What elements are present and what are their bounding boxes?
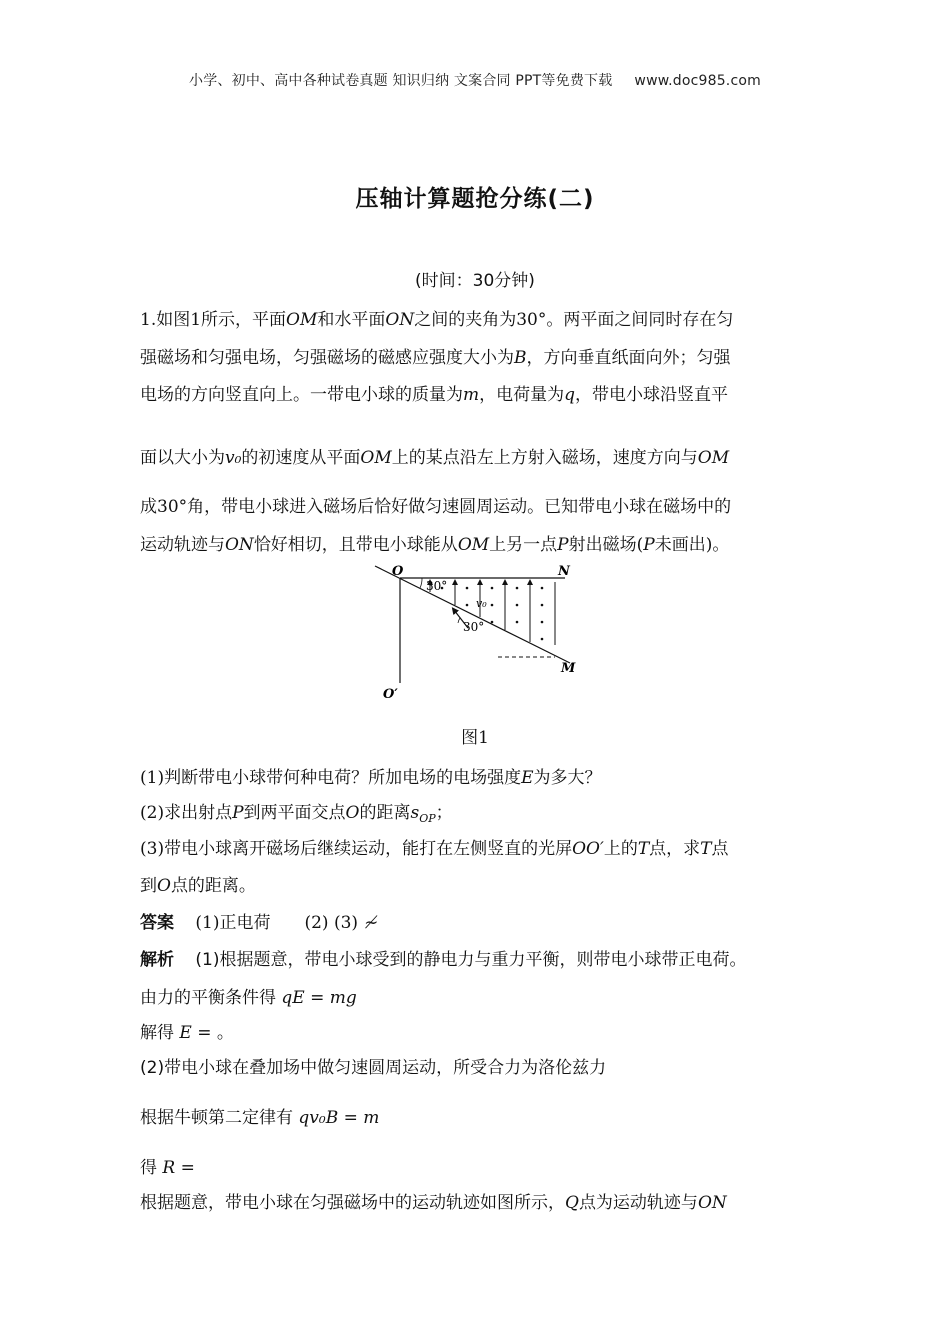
analysis-line-1: 解析 (1)根据题意，带电小球受到的静电力与重力平衡，则带电小球带正电荷。 [140, 950, 747, 970]
analysis-label: 解析 [140, 950, 174, 970]
label-O-prime: O′ [383, 687, 398, 702]
plane-OM-line [375, 566, 570, 663]
analysis-line-2: 由力的平衡条件得 qE = mg [140, 988, 357, 1008]
problem-line-4: 面以大小为v₀的初速度从平面OM上的某点沿左上方射入磁场，速度方向与OM [140, 448, 730, 468]
question-2: (2)求出射点P到两平面交点O的距离$s_{OP}$； [140, 803, 453, 826]
label-N: N [558, 564, 570, 579]
figure-1-diagram [360, 560, 590, 710]
label-O: O [392, 564, 404, 579]
figure-caption: 图1 [461, 728, 489, 748]
analysis-line-4: (2)带电小球在叠加场中做匀速圆周运动，所受合力为洛伦兹力 [140, 1058, 607, 1078]
label-velocity: v₀ [476, 597, 487, 610]
problem-line-2: 强磁场和匀强电场，匀强磁场的磁感应强度大小为B，方向垂直纸面向外；匀强 [140, 348, 731, 368]
label-angle-top: 30° [426, 579, 448, 593]
problem-line-5: 成30°角，带电小球进入磁场后恰好做匀速圆周运动。已知带电小球在磁场中的 [140, 497, 732, 517]
problem-line-6: 运动轨迹与ON恰好相切，且带电小球能从OM上另一点P射出磁场(P未画出)。 [140, 535, 730, 555]
label-angle-bottom: 30° [463, 620, 485, 634]
answer-line: 答案 (1)正电荷 (2) (3) ≁ [140, 913, 379, 933]
question-3-line-2: 到O点的距离。 [140, 876, 256, 896]
answer-label: 答案 [140, 913, 174, 933]
analysis-line-7: 根据题意，带电小球在匀强磁场中的运动轨迹如图所示，Q点为运动轨迹与ON [140, 1193, 727, 1213]
time-limit: (时间：30分钟) [415, 271, 535, 291]
page-header [0, 70, 950, 90]
problem-line-3: 电场的方向竖直向上。一带电小球的质量为m，电荷量为q，带电小球沿竖直平 [140, 385, 729, 405]
header-site-link[interactable]: www.doc985.com [634, 73, 761, 89]
header-text: 小学、初中、高中各种试卷真题 知识归纳 文案合同 PPT等免费下载 [189, 73, 613, 89]
question-1: (1)判断带电小球带何种电荷？所加电场的电场强度E为多大？ [140, 768, 602, 788]
question-3-line-1: (3)带电小球离开磁场后继续运动，能打在左侧竖直的光屏OO′上的T点，求T点 [140, 839, 729, 859]
problem-line-1: 1.如图1所示，平面OM和水平面ON之间的夹角为30°。两平面之间同时存在匀 [140, 310, 734, 330]
analysis-line-6: 得 R = [140, 1158, 195, 1178]
page-title: 压轴计算题抢分练(二) [355, 186, 595, 212]
analysis-line-5: 根据牛顿第二定律有 qv₀B = m [140, 1108, 380, 1128]
analysis-line-3: 解得 E = 。 [140, 1023, 234, 1043]
label-M: M [561, 661, 576, 676]
